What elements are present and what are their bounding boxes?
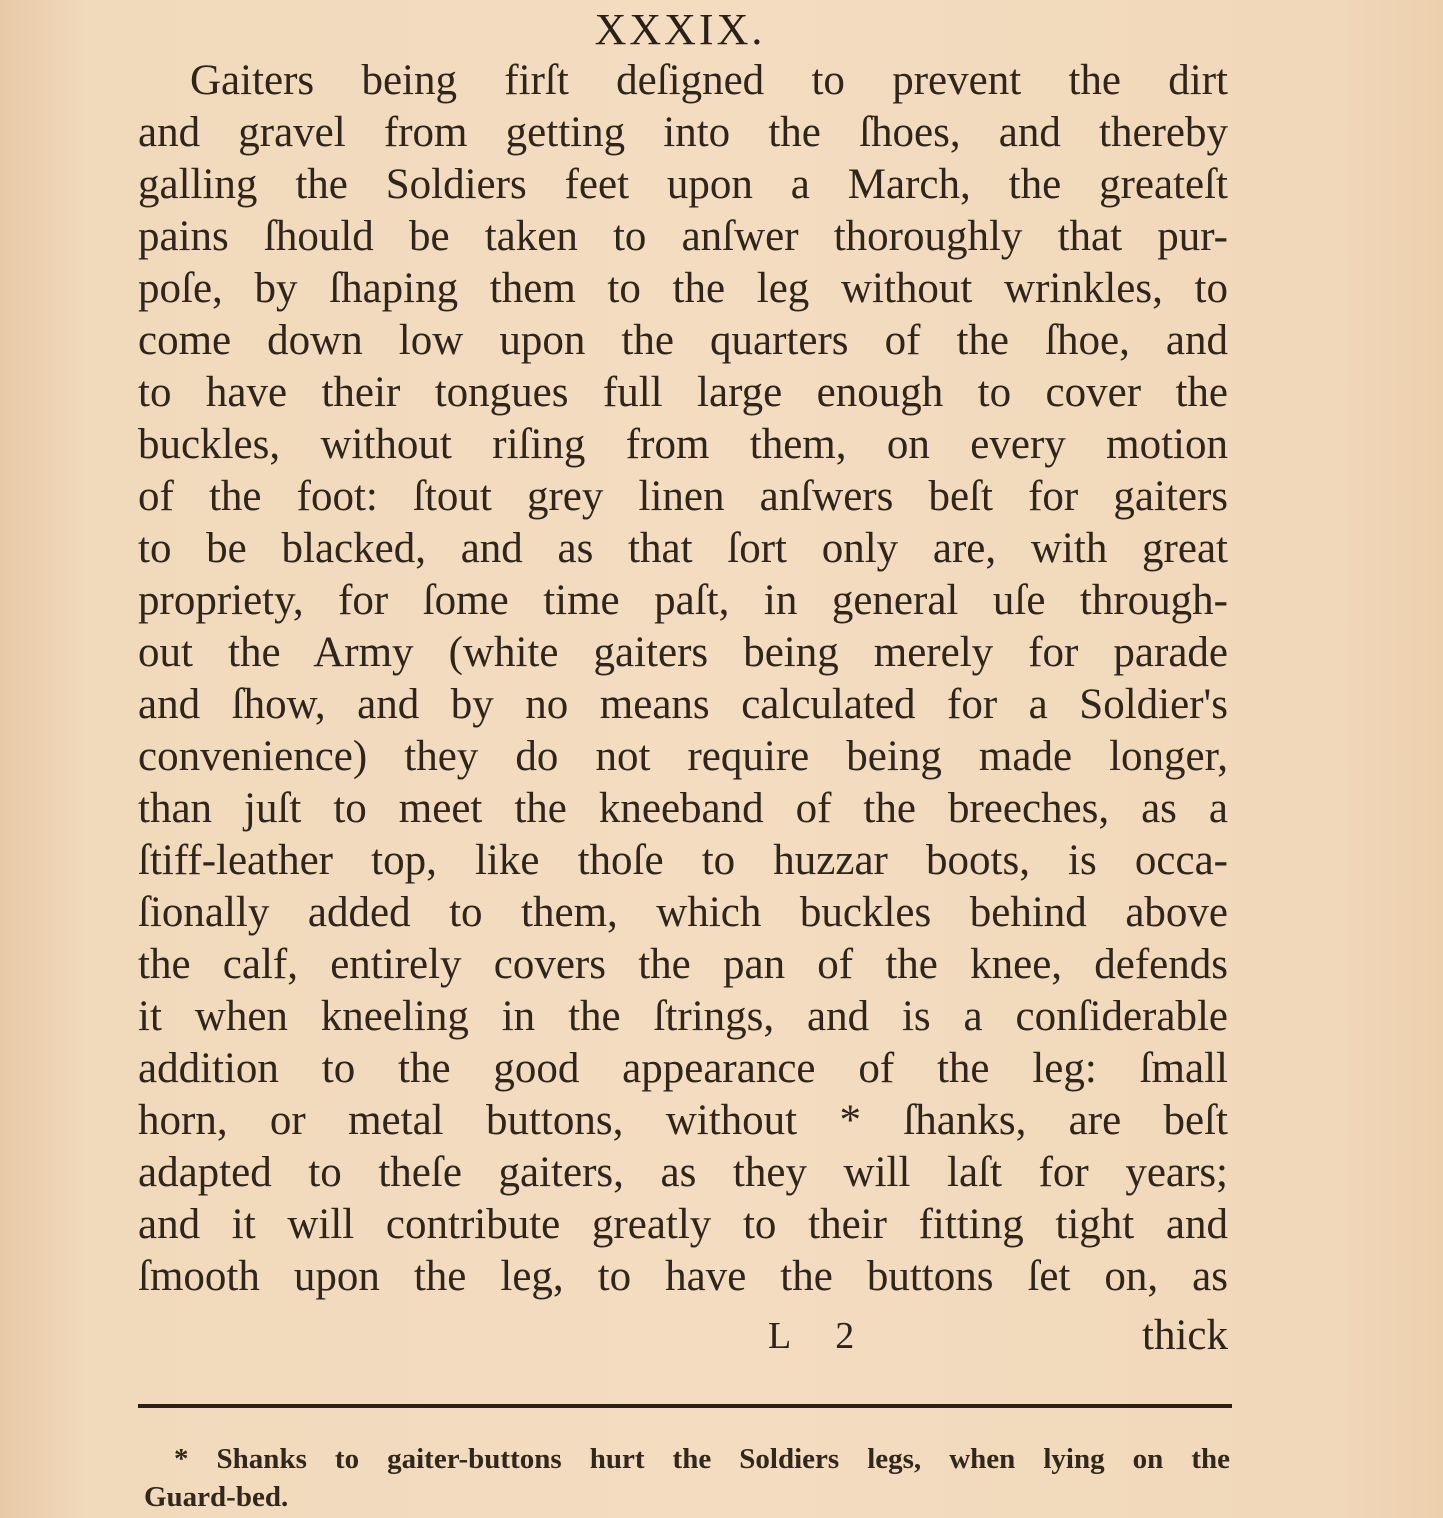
text-line: and gravel from getting into the ſhoes, and thereby — [138, 109, 1228, 156]
text-line: galling the Soldiers feet upon a March, the greateſt — [138, 161, 1228, 208]
text-line: the calf, entirely covers the pan of the knee, defends — [138, 941, 1228, 988]
text-line: horn, or metal buttons, without * ſhanks, are beſt — [138, 1097, 1228, 1144]
text-line: addition to the good appearance of the leg: ſmall — [138, 1045, 1228, 1092]
text-line: it when kneeling in the ſtrings, and is a conſiderable — [138, 993, 1228, 1040]
text-line: than juſt to meet the kneeband of the breeches, as a — [138, 785, 1228, 832]
text-line: to have their tongues full large enough to cover the — [138, 369, 1228, 416]
section-heading: XXXIX. — [594, 5, 766, 54]
text-line: of the foot: ſtout grey linen anſwers beſt for gaiters — [138, 473, 1228, 520]
signature-mark: L 2 — [768, 1315, 873, 1357]
text-line: to be blacked, and as that ſort only are, with great — [138, 525, 1228, 572]
text-line: propriety, for ſome time paſt, in general uſe through- — [138, 577, 1228, 624]
text-line: buckles, without riſing from them, on every motion — [138, 421, 1228, 468]
direction-line — [138, 1310, 1228, 1362]
text-line: come down low upon the quarters of the ſhoe, and — [138, 317, 1228, 364]
text-line: convenience) they do not require being made longer, — [138, 733, 1228, 780]
text-line: pains ſhould be taken to anſwer thoroughly that pur- — [138, 213, 1228, 260]
footnote-line: Guard-bed. — [144, 1481, 289, 1513]
text-line: poſe, by ſhaping them to the leg without wrinkles, to — [138, 265, 1228, 312]
text-line: ſionally added to them, which buckles behind above — [138, 889, 1228, 936]
footnote-rule — [138, 1404, 1232, 1408]
footnote-line: * Shanks to gaiter-buttons hurt the Soldiers legs, when lying on the — [174, 1443, 1230, 1475]
footnote — [144, 1440, 1230, 1516]
text-line: and ſhow, and by no means calculated for a Soldier's — [138, 681, 1228, 728]
text-line: ſmooth upon the leg, to have the buttons ſet on, as — [138, 1253, 1228, 1300]
text-line: out the Army (white gaiters being merely for parade — [138, 629, 1228, 676]
text-line: Gaiters being firſt deſigned to prevent the dirt — [190, 57, 1228, 104]
text-line: and it will contribute greatly to their fitting tight and — [138, 1201, 1228, 1248]
text-line: ſtiff-leather top, like thoſe to huzzar boots, is occa- — [138, 837, 1228, 884]
text-line: adapted to theſe gaiters, as they will laſt for years; — [138, 1149, 1228, 1196]
body-text — [138, 55, 1228, 1303]
catchword: thick — [1142, 1312, 1228, 1359]
